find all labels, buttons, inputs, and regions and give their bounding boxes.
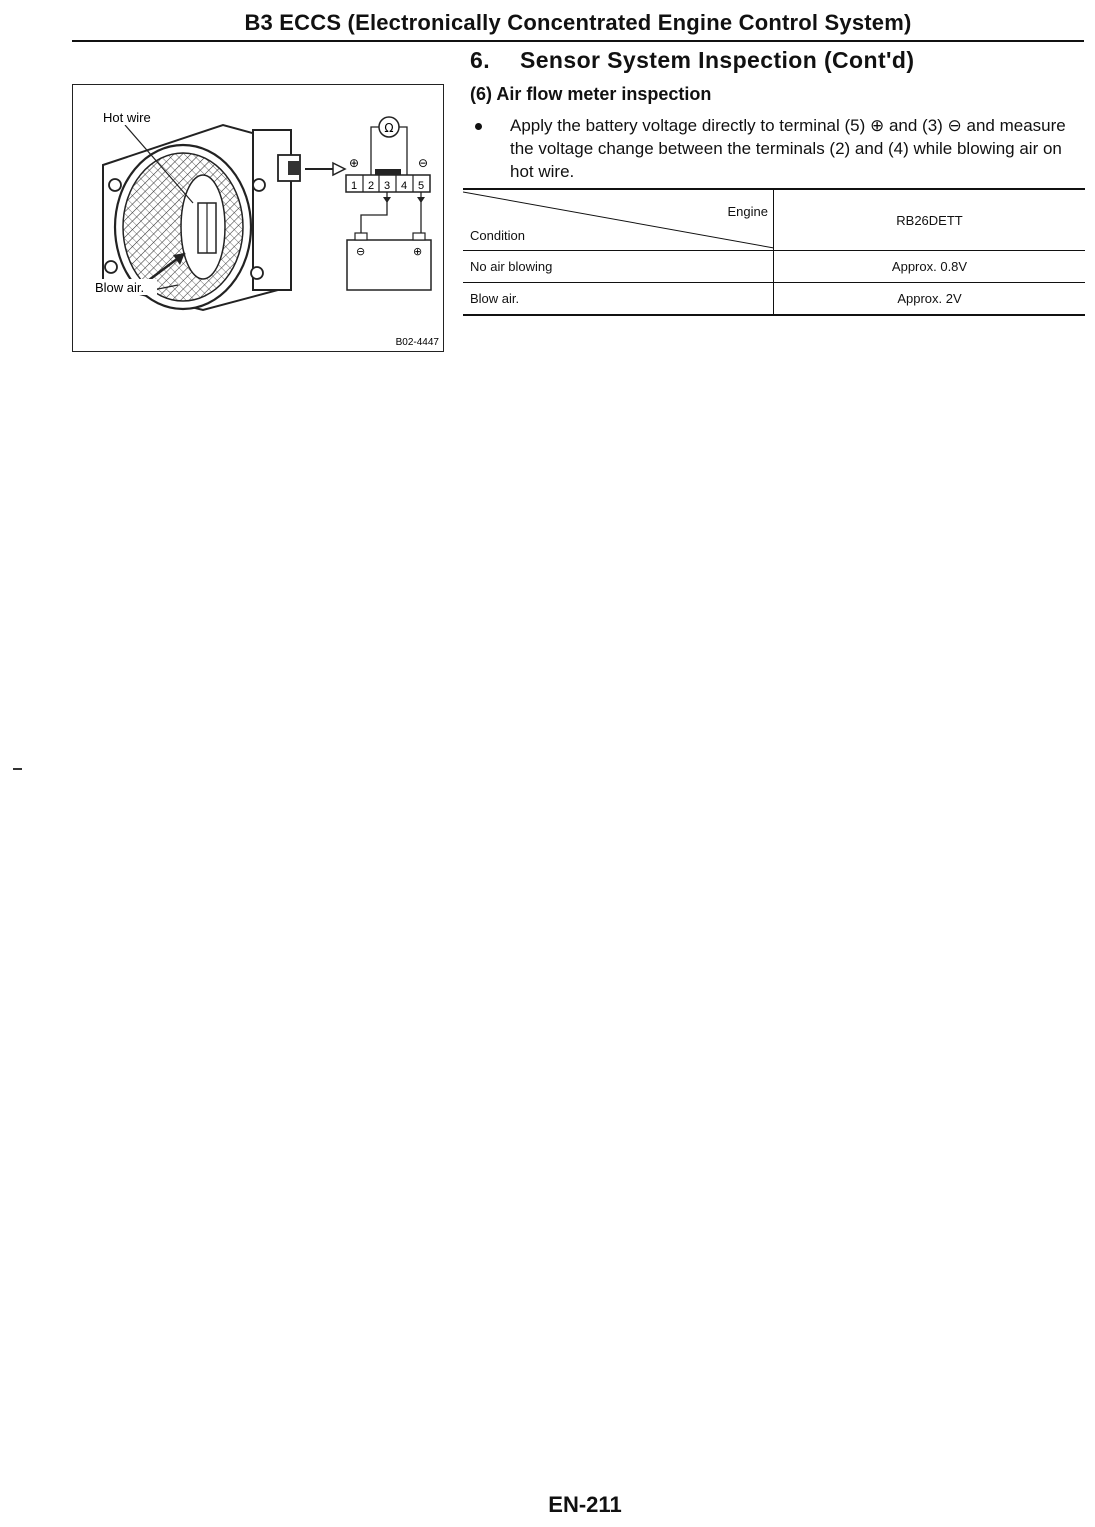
- header-engine: Engine: [727, 204, 768, 219]
- terminal-label: 5: [417, 180, 425, 192]
- minus-symbol: ⊖: [417, 156, 429, 170]
- header-model: RB26DETT: [774, 189, 1086, 251]
- flange-bolt-icon: [109, 179, 121, 191]
- terminal-label: 1: [350, 180, 358, 192]
- meter-body-side: [253, 130, 291, 290]
- table-header-diagonal-cell: [463, 189, 774, 251]
- terminal-label: 2: [367, 180, 375, 192]
- svg-text:⊖: ⊖: [356, 245, 366, 258]
- instruction-bullet: [475, 114, 1087, 183]
- air-flow-meter-figure: [72, 84, 444, 352]
- row-condition: Blow air.: [463, 283, 774, 316]
- section-title-text: Sensor System Inspection (Cont'd): [520, 47, 915, 73]
- figure-code: B02-4447: [395, 337, 439, 348]
- inspection-table: [463, 188, 1085, 316]
- table-row: [463, 251, 1085, 283]
- table-row: [463, 283, 1085, 316]
- table-header-row: [463, 189, 1085, 251]
- header-condition: Condition: [470, 228, 525, 243]
- instruction-text: Apply the battery voltage directly to terminal (5) ⊕ and (3) ⊖ and measure the voltage change between the terminals (2) and (4) while blowing air on hot wire.: [510, 116, 1066, 181]
- bullet-dot-icon: [475, 123, 482, 130]
- page-number: EN-211: [548, 1492, 622, 1517]
- section-title: [470, 47, 914, 74]
- terminal-block: [346, 175, 430, 192]
- label-hot-wire: Hot wire: [103, 110, 151, 125]
- section-number: 6.: [470, 47, 490, 73]
- flange-bolt-icon: [251, 267, 263, 279]
- row-value: Approx. 0.8V: [774, 251, 1086, 283]
- label-blow-air: Blow air.: [95, 280, 145, 295]
- terminal-label: 4: [400, 180, 408, 192]
- subsection-title: (6) Air flow meter inspection: [470, 84, 712, 104]
- margin-mark: [13, 768, 22, 770]
- flange-bolt-icon: [253, 179, 265, 191]
- page-header: B3 ECCS (Electronically Concentrated Engine Control System): [244, 10, 912, 35]
- plus-symbol: ⊕: [348, 156, 360, 170]
- row-value: Approx. 2V: [774, 283, 1086, 316]
- svg-text:⊕: ⊕: [413, 245, 423, 258]
- row-condition: No air blowing: [463, 251, 774, 283]
- air-flow-meter-illustration: [73, 85, 444, 352]
- header-rule: [72, 40, 1084, 42]
- flange-bolt-icon: [105, 261, 117, 273]
- svg-text:Ω: Ω: [384, 121, 394, 135]
- terminal-label: 3: [383, 180, 391, 192]
